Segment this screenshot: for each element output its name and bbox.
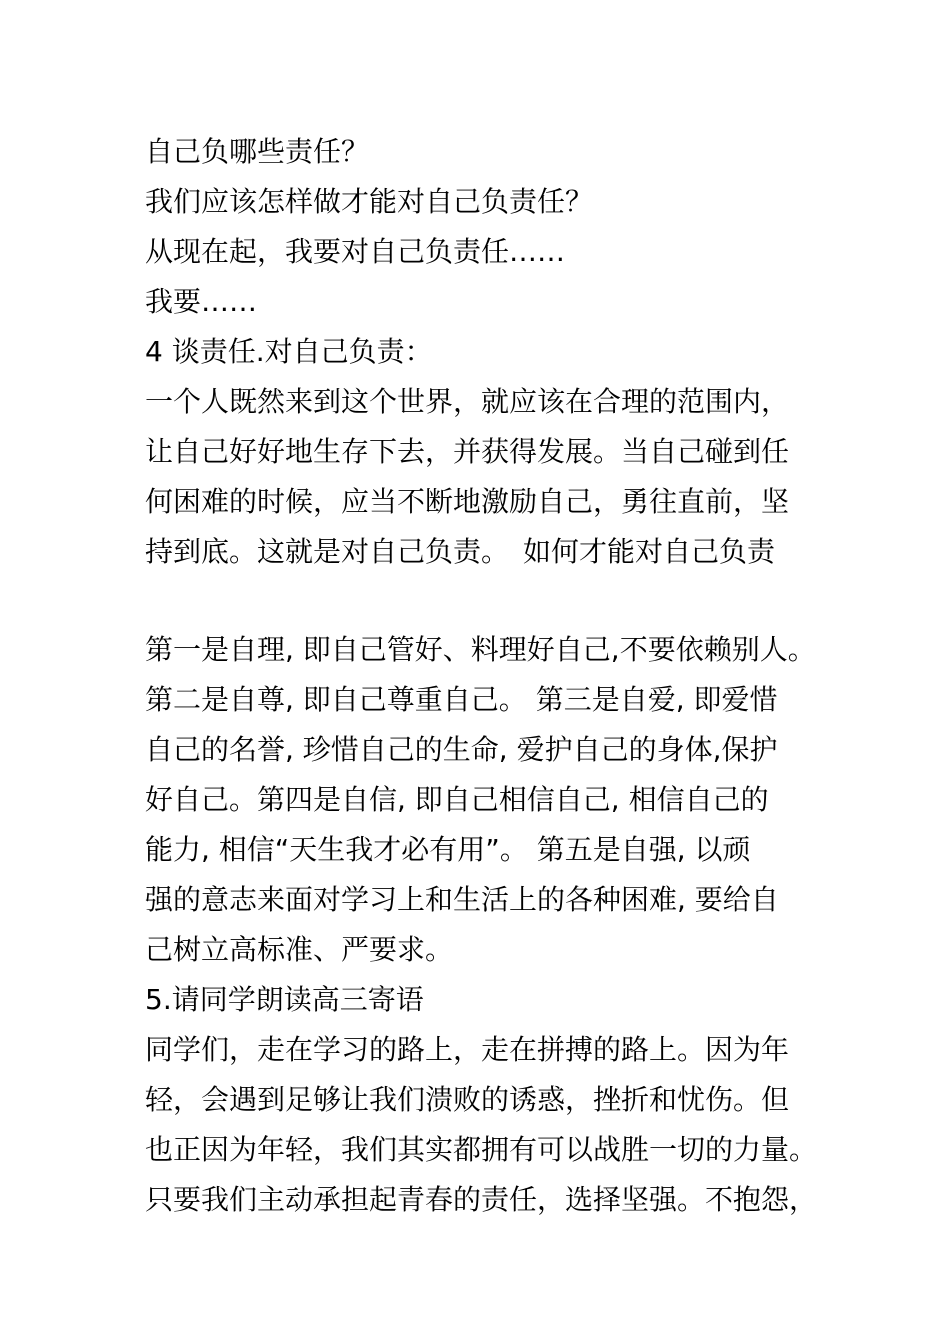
text-line: 第一是自理, 即自己管好、料理好自己,不要依赖别人。 — [145, 633, 816, 666]
text-line: 一个人既然来到这个世界，就应该在合理的范围内， — [145, 385, 790, 418]
text-line: 自己的名誉, 珍惜自己的生命, 爱护自己的身体,保护 — [145, 733, 778, 766]
section-heading: 5.请同学朗读高三寄语 — [145, 983, 424, 1016]
section-heading: 4 谈责任.对自己负责： — [145, 335, 433, 368]
text-line: 好自己。第四是自信, 即自己相信自己, 相信自己的 — [145, 783, 769, 816]
text-line: 己树立高标准、严要求。 — [145, 933, 454, 966]
text-line: 我们应该怎样做才能对自己负责任？ — [145, 185, 594, 218]
text-line: 能力, 相信“天生我才必有用”。 第五是自强, 以顽 — [145, 833, 751, 866]
text-line: 自己负哪些责任？ — [145, 135, 370, 168]
text-line: 轻，会遇到足够让我们溃败的诱惑，挫折和忧伤。但 — [145, 1083, 790, 1116]
text-line: 只要我们主动承担起青春的责任，选择坚强。不抱怨， — [145, 1183, 818, 1216]
text-line: 我要…… — [145, 285, 258, 318]
text-line: 从现在起，我要对自己负责任…… — [145, 235, 566, 268]
text-line: 也正因为年轻，我们其实都拥有可以战胜一切的力量。 — [145, 1133, 818, 1166]
text-line: 持到底。这就是对自己负责。 如何才能对自己负责 — [145, 535, 776, 568]
text-line: 第二是自尊, 即自己尊重自己。 第三是自爱, 即爱惜 — [145, 683, 778, 716]
text-line: 何困难的时候，应当不断地激励自己，勇往直前，坚 — [145, 485, 790, 518]
text-line: 让自己好好地生存下去，并获得发展。当自己碰到任 — [145, 435, 790, 468]
text-line: 同学们，走在学习的路上，走在拼搏的路上。因为年 — [145, 1033, 790, 1066]
text-line: 强的意志来面对学习上和生活上的各种困难, 要给自 — [145, 883, 779, 916]
